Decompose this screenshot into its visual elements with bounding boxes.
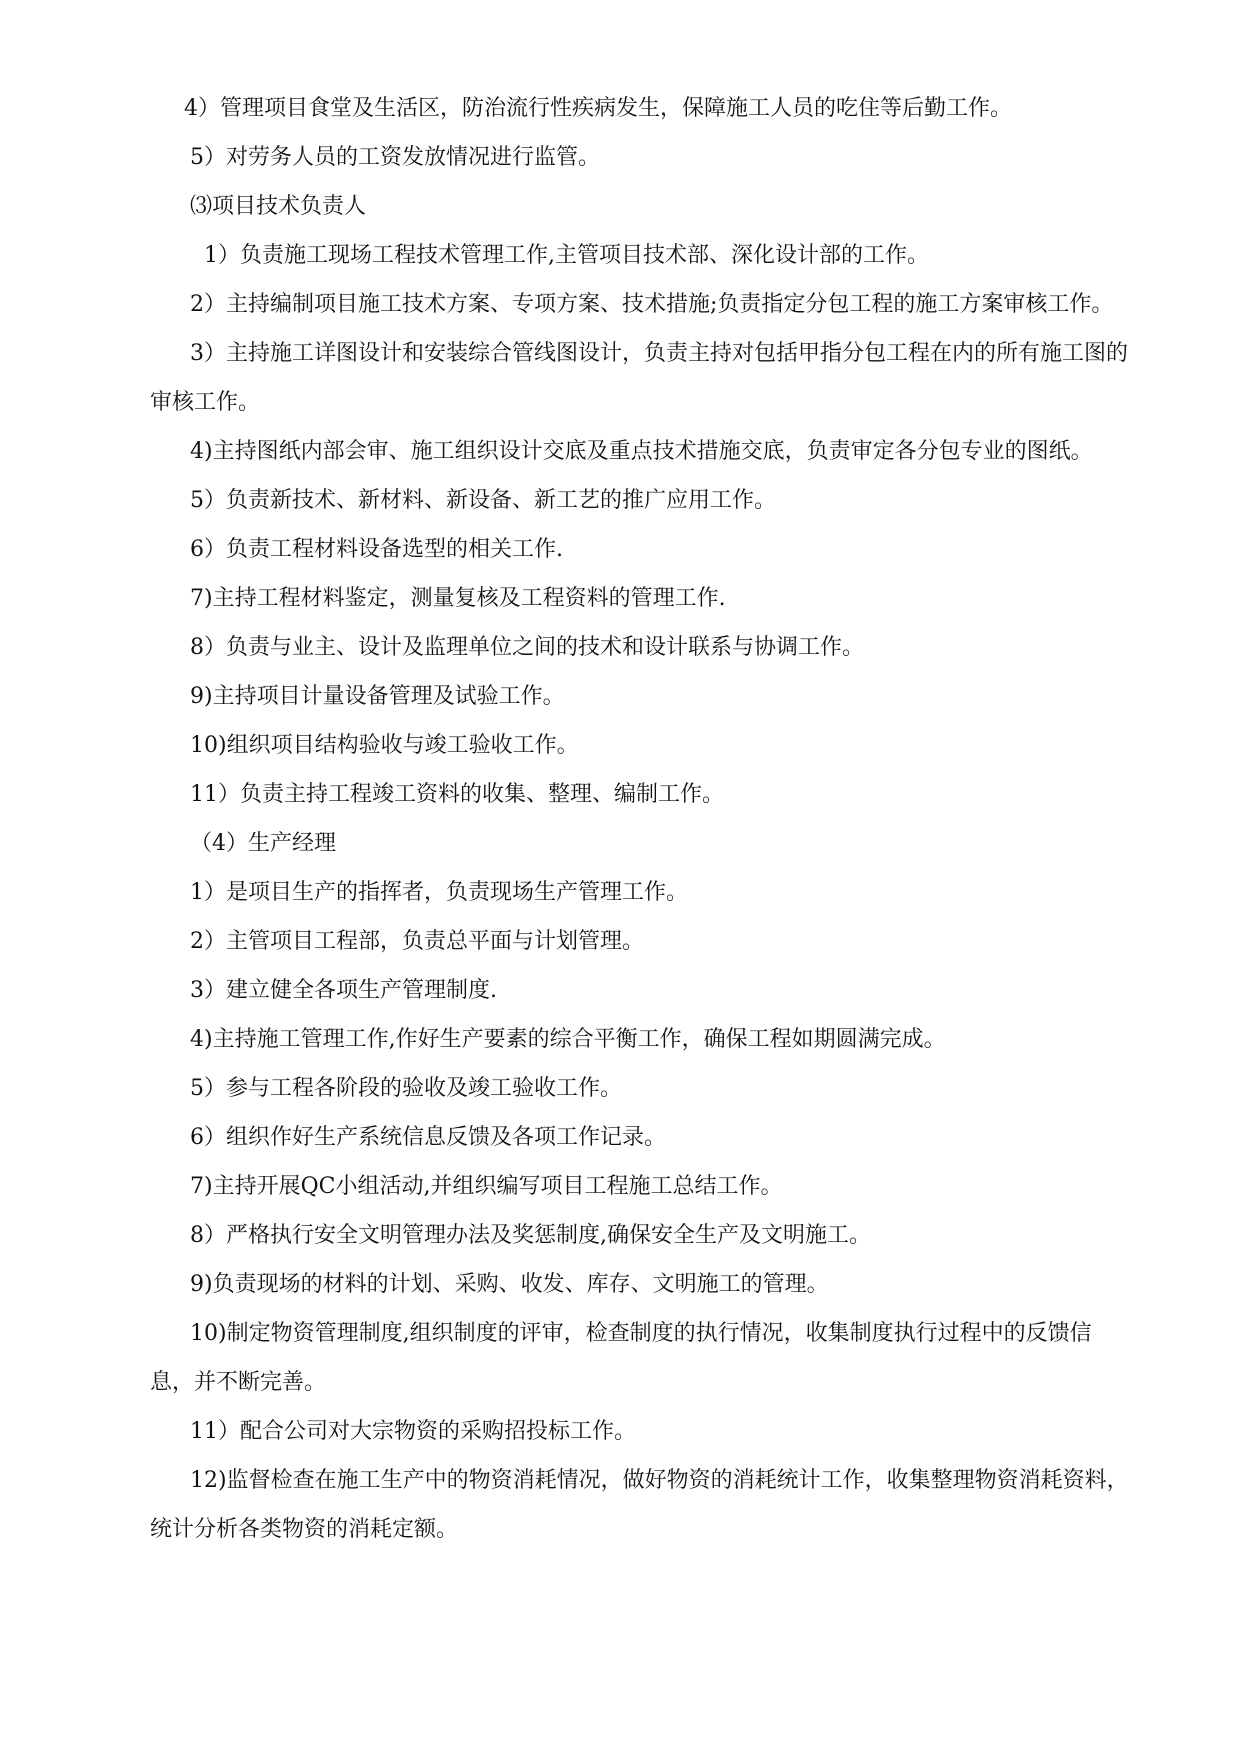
paragraph-tech-3: 3）主持施工详图设计和安装综合管线图设计，负责主持对包括甲指分包工程在内的所有施工图的审核工作。	[150, 341, 1129, 415]
paragraph-prod-1: 1）是项目生产的指挥者，负责现场生产管理工作。	[190, 880, 688, 905]
paragraph-tech-5: 5）负责新技术、新材料、新设备、新工艺的推广应用工作。	[190, 488, 776, 513]
document-body	[150, 84, 1130, 1554]
paragraph-tech-9: 9)主持项目计量设备管理及试验工作。	[190, 684, 565, 709]
section-heading-technical-lead: ⑶项目技术负责人	[190, 194, 367, 219]
section-heading-production-manager: （4）生产经理	[190, 831, 336, 856]
paragraph-prod-8: 8）严格执行安全文明管理办法及奖惩制度,确保安全生产及文明施工。	[190, 1223, 871, 1248]
paragraph-labor-wages: 5）对劳务人员的工资发放情况进行监管。	[190, 145, 600, 170]
paragraph-tech-10: 10)组织项目结构验收与竣工验收工作。	[190, 733, 579, 758]
paragraph-prod-12: 12)监督检查在施工生产中的物资消耗情况，做好物资的消耗统计工作，收集整理物资消耗资料，统计分析各类物资的消耗定额。	[150, 1468, 1129, 1542]
paragraph-tech-8: 8）负责与业主、设计及监理单位之间的技术和设计联系与协调工作。	[190, 635, 864, 660]
paragraph-tech-1: 1）负责施工现场工程技术管理工作,主管项目技术部、深化设计部的工作。	[204, 243, 929, 268]
paragraph-tech-2: 2）主持编制项目施工技术方案、专项方案、技术措施;负责指定分包工程的施工方案审核工作。	[190, 292, 1114, 317]
paragraph-prod-9: 9)负责现场的材料的计划、采购、收发、库存、文明施工的管理。	[190, 1272, 829, 1297]
paragraph-prod-11: 11）配合公司对大宗物资的采购招投标工作。	[190, 1419, 636, 1444]
paragraph-prod-4: 4)主持施工管理工作,作好生产要素的综合平衡工作，确保工程如期圆满完成。	[190, 1027, 946, 1052]
paragraph-tech-6: 6）负责工程材料设备选型的相关工作.	[190, 537, 563, 562]
paragraph-prod-2: 2）主管项目工程部，负责总平面与计划管理。	[190, 929, 644, 954]
paragraph-logistics: 4）管理项目食堂及生活区，防治流行性疾病发生，保障施工人员的吃住等后勤工作。	[184, 96, 1012, 121]
paragraph-tech-7: 7)主持工程材料鉴定，测量复核及工程资料的管理工作.	[190, 586, 726, 611]
paragraph-prod-3: 3）建立健全各项生产管理制度.	[190, 978, 497, 1003]
paragraph-tech-11: 11）负责主持工程竣工资料的收集、整理、编制工作。	[190, 782, 724, 807]
paragraph-prod-10: 10)制定物资管理制度,组织制度的评审，检查制度的执行情况，收集制度执行过程中的反馈信息，并不断完善。	[150, 1321, 1092, 1395]
paragraph-prod-5: 5）参与工程各阶段的验收及竣工验收工作。	[190, 1076, 622, 1101]
paragraph-tech-4: 4)主持图纸内部会审、施工组织设计交底及重点技术措施交底，负责审定各分包专业的图纸。	[190, 439, 1093, 464]
paragraph-prod-7: 7)主持开展QC小组活动,并组织编写项目工程施工总结工作。	[190, 1174, 783, 1199]
paragraph-prod-6: 6）组织作好生产系统信息反馈及各项工作记录。	[190, 1125, 666, 1150]
